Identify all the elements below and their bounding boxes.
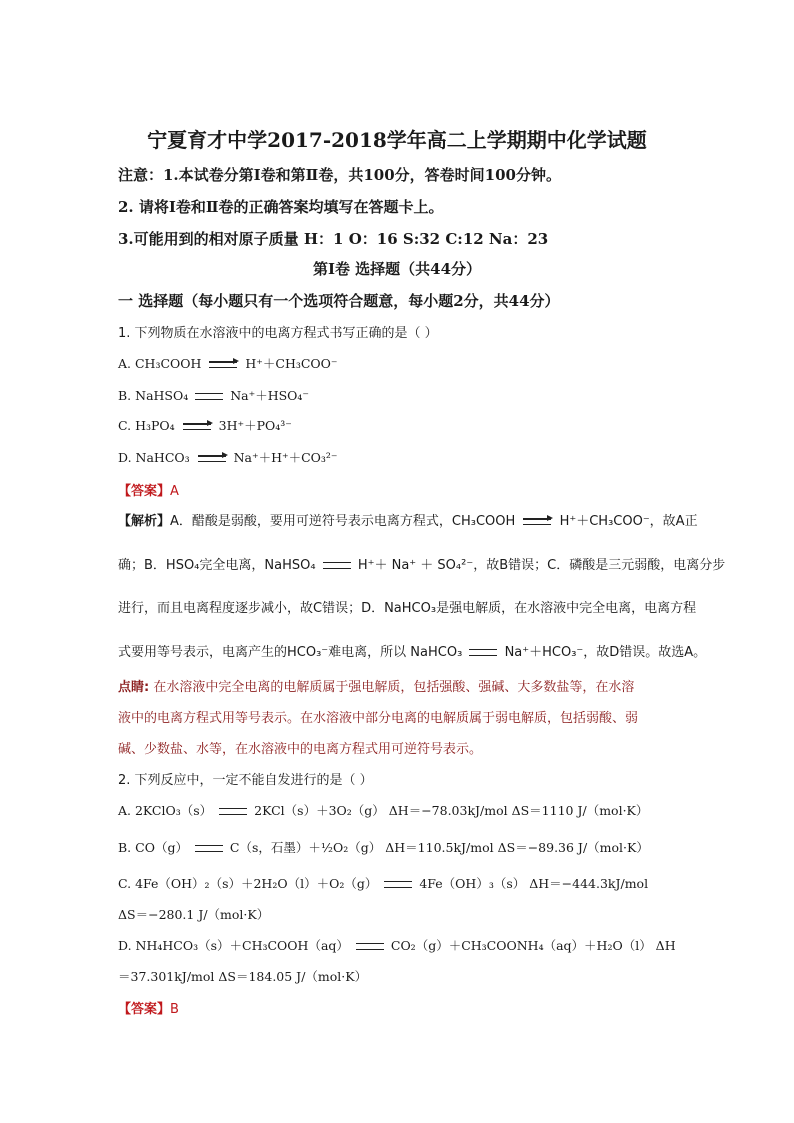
q1-point-line-1 (118, 676, 634, 695)
q1-c-right: 3H⁺＋PO₄³⁻ (218, 418, 292, 433)
equals-sign-icon (219, 808, 247, 815)
q1-a-right: H⁺＋CH₃COO⁻ (245, 356, 338, 371)
q1-point-line-3: 碱、少数盐、水等，在水溶液中的电离方程式用可逆符号表示。 (118, 742, 483, 757)
equals-sign-icon (323, 562, 351, 569)
note-line-3: 3.可能用到的相对原子质量 H：1 O：16 S:32 C:12 Na：23 (118, 230, 549, 248)
q1-d-right: Na⁺＋H⁺＋CO₃²⁻ (233, 450, 338, 465)
q1-c-left: C. H₃PO₄ (118, 418, 175, 433)
reversible-arrow-icon (523, 518, 551, 525)
answer-value: A (170, 484, 179, 499)
answer-label: 【答案】 (118, 484, 171, 499)
q2-b-right: C（s，石墨）＋½O₂（g） ΔH＝110.5kJ/mol ΔS＝−89.36 J/（mol·K） (229, 840, 649, 855)
q1-answer (118, 480, 179, 499)
q2-option-c-line-2: ΔS＝−280.1 J/（mol·K） (118, 907, 270, 922)
equals-sign-icon (356, 943, 384, 950)
note-line-2: 2. 请将Ⅰ卷和Ⅱ卷的正确答案均填写在答题卡上。 (118, 198, 444, 216)
q1-option-b (118, 386, 309, 404)
equals-sign-icon (384, 881, 412, 888)
q1-stem: 1. 下列物质在水溶液中的电离方程式书写正确的是（ ） (118, 326, 438, 341)
q2-answer (118, 998, 179, 1017)
q1-d-left: D. NaHCO₃ (118, 450, 190, 465)
explanation-text: H⁺＋ Na⁺ ＋ SO₄²⁻，故B错误；C．磷酸是三元弱酸，电离分步 (357, 558, 726, 573)
q1-explanation-line-3: 进行，而且电离程度逐步减小，故C错误；D．NaHCO₃是强电解质，在水溶液中完全电离，电离方程 (118, 601, 697, 616)
q2-option-a (118, 801, 648, 819)
q1-option-d (118, 448, 338, 466)
explanation-text: H⁺＋CH₃COO⁻，故A正 (559, 514, 698, 529)
q2-d-right: CO₂（g）＋CH₃COONH₄（aq）＋H₂O（l） ΔH (390, 938, 676, 953)
q2-a-right: 2KCl（s）＋3O₂（g） ΔH＝−78.03kJ/mol ΔS＝1110 J/（mol·K） (254, 803, 649, 818)
equals-sign-icon (195, 393, 223, 400)
q2-option-b (118, 838, 649, 856)
reversible-arrow-icon (198, 455, 226, 462)
q2-c-right: 4Fe（OH）₃（s） ΔH＝−444.3kJ/mol (419, 876, 649, 891)
answer-label: 【答案】 (118, 1002, 171, 1017)
q1-point-line-2: 液中的电离方程式用等号表示。在水溶液中部分电离的电解质属于弱电解质，包括弱酸、弱 (118, 711, 639, 726)
q2-stem: 2. 下列反应中，一定不能自发进行的是（ ） (118, 773, 373, 788)
q2-c-left: C. 4Fe（OH）₂（s）＋2H₂O（l）＋O₂（g） (118, 876, 378, 891)
answer-value: B (170, 1002, 179, 1017)
section-title: 第Ⅰ卷 选择题（共44分） (312, 260, 482, 278)
note-line-1: 注意：1.本试卷分第Ⅰ卷和第Ⅱ卷，共100分，答卷时间100分钟。 (118, 166, 561, 184)
q1-explanation-line-4 (118, 641, 706, 660)
q2-option-d-line-2: ＝37.301kJ/mol ΔS＝184.05 J/（mol·K） (118, 969, 368, 984)
q1-explanation-line-1 (118, 510, 698, 529)
explanation-text: 式要用等号表示，电离产生的HCO₃⁻难电离，所以 NaHCO₃ (118, 645, 463, 660)
explanation-label: 【解析】 (118, 514, 171, 529)
q1-explanation-line-2 (118, 554, 725, 573)
q2-b-left: B. CO（g） (118, 840, 188, 855)
q1-option-a (118, 354, 338, 372)
q1-a-left: A. CH₃COOH (118, 356, 202, 371)
reversible-arrow-icon (183, 423, 211, 430)
q2-d-left: D. NH₄HCO₃（s）＋CH₃COOH（aq） (118, 938, 349, 953)
q1-option-c (118, 416, 292, 434)
explanation-text: 确；B．HSO₄完全电离，NaHSO₄ (118, 558, 316, 573)
q1-b-left: B. NaHSO₄ (118, 388, 189, 403)
equals-sign-icon (469, 649, 497, 656)
q2-a-left: A. 2KClO₃（s） (118, 803, 213, 818)
explanation-text: A．醋酸是弱酸，要用可逆符号表示电离方程式，CH₃COOH (170, 514, 516, 529)
q2-option-d (118, 936, 676, 954)
equals-sign-icon (195, 845, 223, 852)
point-label: 点睛: (118, 680, 150, 695)
q1-b-right: Na⁺＋HSO₄⁻ (230, 388, 310, 403)
part-title: 一 选择题（每小题只有一个选项符合题意，每小题2分，共44分） (118, 292, 560, 310)
explanation-text: Na⁺＋HCO₃⁻，故D错误。故选A。 (504, 645, 707, 660)
reversible-arrow-icon (209, 361, 237, 368)
point-text: 在水溶液中完全电离的电解质属于强电解质，包括强酸、强碱、大多数盐等，在水溶 (149, 680, 635, 695)
q2-option-c (118, 874, 648, 892)
page-title: 宁夏育才中学2017-2018学年高二上学期期中化学试题 (147, 128, 647, 152)
